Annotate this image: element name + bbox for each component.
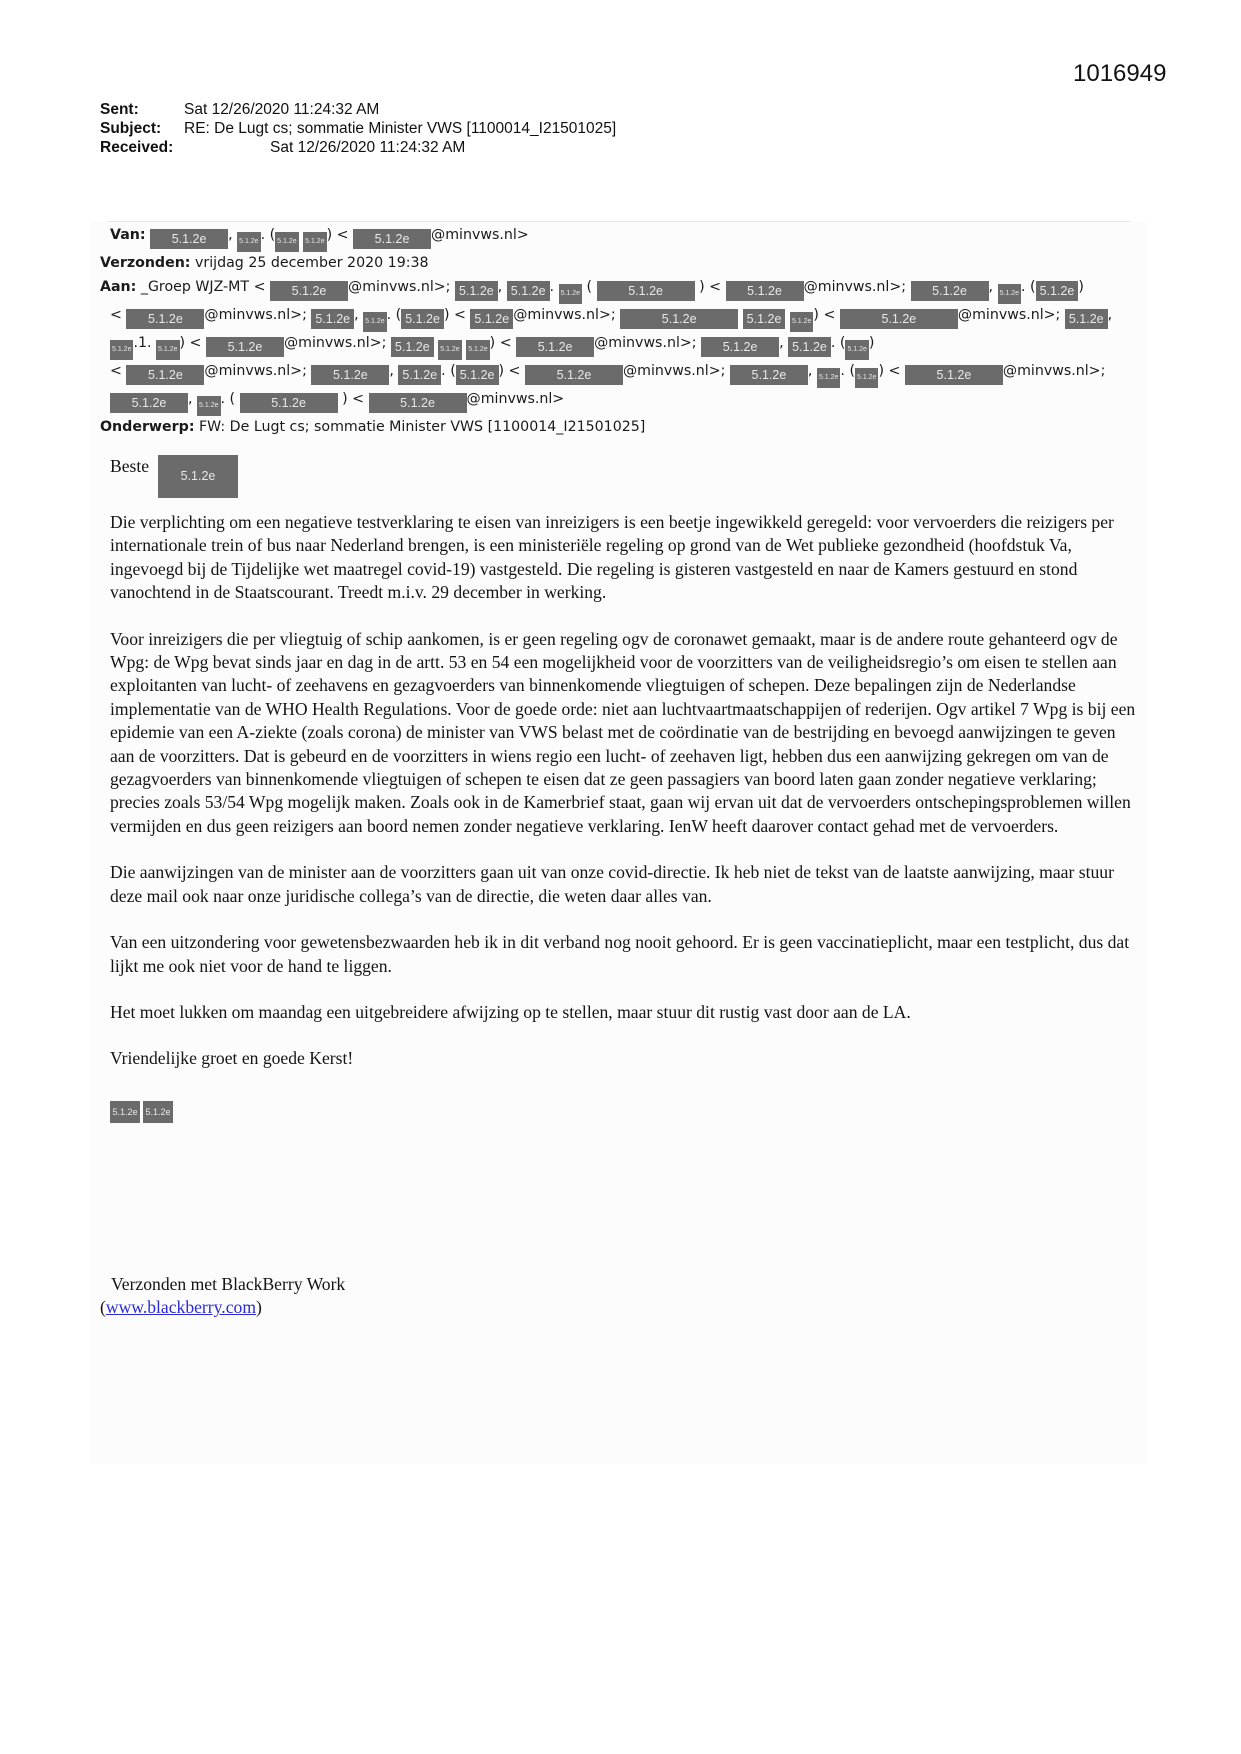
- redaction: 5.1.2e: [275, 232, 298, 252]
- redaction: 5.1.2e: [110, 393, 188, 413]
- redaction: 5.1.2e: [369, 393, 467, 413]
- redaction: 5.1.2e: [391, 337, 434, 357]
- aan-group: _Groep WJZ-MT: [140, 278, 250, 295]
- onderwerp-value: FW: De Lugt cs; sommatie Minister VWS [1100014_I21501025]: [199, 418, 646, 435]
- redaction: 5.1.2e: [470, 309, 513, 329]
- message-body: [110, 455, 1140, 1203]
- subject-value: RE: De Lugt cs; sommatie Minister VWS [1100014_I21501025]: [184, 120, 617, 137]
- redaction: 5.1.2e: [197, 396, 220, 416]
- onderwerp-row: [100, 416, 1140, 440]
- redaction: 5.1.2e: [788, 337, 831, 357]
- redaction: 5.1.2e: [353, 229, 431, 249]
- sent-label: Sent:: [100, 101, 139, 118]
- redaction: 5.1.2e: [156, 340, 179, 360]
- salutation: [110, 455, 1140, 505]
- footer-link-row: (www.blackberry.com): [100, 1297, 262, 1318]
- redaction: 5.1.2e: [559, 284, 582, 304]
- redaction: 5.1.2e: [730, 365, 808, 385]
- salutation-text: Beste: [110, 456, 150, 476]
- redaction: 5.1.2e: [401, 309, 444, 329]
- paragraph: Van een uitzondering voor gewetensbezwaarden heb ik in dit verband nog nooit gehoord. Er is geen vaccinatieplicht, maar een testplicht, dus dat lijkt me ook niet voor de hand te liggen.: [110, 932, 1130, 976]
- subject-row: [100, 119, 616, 138]
- email-domain: @minvws.nl>: [431, 227, 529, 243]
- document-number: 1016949: [1073, 60, 1167, 87]
- redaction: 5.1.2e: [701, 337, 779, 357]
- redaction: 5.1.2e: [438, 340, 461, 360]
- redaction: 5.1.2e: [998, 284, 1021, 304]
- redaction: 5.1.2e: [840, 309, 958, 329]
- redaction: 5.1.2e: [206, 337, 284, 357]
- redaction: 5.1.2e: [456, 365, 499, 385]
- redaction: 5.1.2e: [237, 232, 260, 252]
- redaction: 5.1.2e: [1036, 281, 1079, 301]
- aan-row-2: < 5.1.2e @minvws.nl>; 5.1.2e , 5.1.2e . ( 5.1.2e ) < 5.1.2e @minvws.nl>; 5.1.2e 5.1.2e 5.1.2e ) < 5.1.2e @minvws.nl>; 5.1.2e ,: [100, 304, 1140, 332]
- redaction: 5.1.2e: [743, 309, 786, 329]
- verzonden-row: [100, 252, 1140, 276]
- redaction: 5.1.2e: [905, 365, 1003, 385]
- sent-row: [100, 100, 616, 119]
- aan-row-5: 5.1.2e , 5.1.2e . ( 5.1.2e ) < 5.1.2e @minvws.nl>: [100, 388, 1140, 416]
- verzonden-label: Verzonden:: [100, 255, 191, 271]
- redaction: 5.1.2e: [110, 340, 133, 360]
- redaction: 5.1.2e: [455, 281, 498, 301]
- mail-footer: [100, 1273, 345, 1320]
- sent-with-text: Verzonden met BlackBerry Work: [111, 1274, 346, 1294]
- email-domain: @minvws.nl>: [466, 390, 565, 407]
- redaction: 5.1.2e: [911, 281, 989, 301]
- redaction: 5.1.2e: [790, 312, 813, 332]
- redaction: 5.1.2e: [466, 340, 489, 360]
- aan-row-3: 5.1.2e .1. 5.1.2e ) < 5.1.2e @minvws.nl>; 5.1.2e 5.1.2e 5.1.2e ) < 5.1.2e @minvws.nl>; 5.1.2e , 5.1.2e . ( 5.1.2e ): [100, 332, 1140, 360]
- paragraph: Het moet lukken om maandag een uitgebreidere afwijzing op te stellen, maar stuur dit rustig vast door aan de LA.: [110, 1001, 911, 1022]
- email-meta: [100, 100, 616, 157]
- forwarded-header: [100, 224, 1140, 439]
- redaction: 5.1.2e: [398, 365, 441, 385]
- verzonden-value: vrijdag 25 december 2020 19:38: [195, 255, 429, 271]
- redaction: 5.1.2e: [126, 365, 204, 385]
- aan-row-4: < 5.1.2e @minvws.nl>; 5.1.2e , 5.1.2e . ( 5.1.2e ) < 5.1.2e @minvws.nl>; 5.1.2e , 5.1.2e . ( 5.1.2e ) < 5.1.2e @minvws.nl>;: [100, 360, 1140, 388]
- aan-label: Aan:: [100, 278, 137, 295]
- redaction: 5.1.2e: [150, 229, 228, 249]
- received-label: Received:: [100, 139, 174, 156]
- sent-value: Sat 12/26/2020 11:24:32 AM: [184, 101, 380, 118]
- redaction: 5.1.2e: [597, 281, 695, 301]
- header-divider: [108, 221, 1130, 222]
- redaction: 5.1.2e: [126, 309, 204, 329]
- paragraph: Die verplichting om een negatieve testverklaring te eisen van inreizigers is een beetje ingewikkeld geregeld: voor vervoerders die reizigers per internationale trein of bus naar Nederland brengen, is een ministeriële regeling op grond van de Wet publieke gezondheid (hoofdstuk Va, ingevoegd bij de Tijdelijke wet maatregel covid-19) vastgesteld. Die regeling is gisteren vastgesteld en naar de Kamers gestuurd en stond vanochtend in de Staatscourant. Treedt m.i.v. 29 december in werking.: [110, 512, 1114, 603]
- redaction: 5.1.2e: [516, 337, 594, 357]
- aan-row: Aan: _Groep WJZ-MT < 5.1.2e @minvws.nl>; 5.1.2e , 5.1.2e . 5.1.2e ( 5.1.2e ) < 5.1.2e @minvws.nl>; 5.1.2e , 5.1.2e . ( 5.1.2e ): [100, 276, 1140, 304]
- redaction: 5.1.2e: [817, 368, 840, 388]
- van-label: Van:: [110, 227, 146, 243]
- onderwerp-label: Onderwerp:: [100, 418, 195, 435]
- van-row: Van: 5.1.2e , 5.1.2e . ( 5.1.2e 5.1.2e ) < 5.1.2e @minvws.nl>: [100, 224, 1140, 252]
- closing: Vriendelijke groet en goede Kerst!: [110, 1048, 354, 1069]
- blackberry-link[interactable]: www.blackberry.com: [105, 1297, 256, 1318]
- received-row: [100, 138, 616, 157]
- redaction: 5.1.2e: [110, 1101, 140, 1123]
- redaction: 5.1.2e: [507, 281, 550, 301]
- redaction: 5.1.2e: [158, 455, 238, 498]
- redaction: 5.1.2e: [726, 281, 804, 301]
- received-value: Sat 12/26/2020 11:24:32 AM: [270, 139, 466, 156]
- redaction: 5.1.2e: [270, 281, 348, 301]
- paragraph: Voor inreizigers die per vliegtuig of schip aankomen, is er geen regeling ogv de coronawet gemaakt, maar is de andere route gehanteerd ogv de Wpg: de Wpg bevat sinds jaar en dag in de artt. 53 en 54 een mogelijkheid voor de voorzitters van de veiligheidsregio’s om eisen te stellen aan exploitanten van lucht- of zeehavens en gezagvoerders van binnenkomende vliegtuigen of schepen. Deze bepalingen zijn de Nederlandse implementatie van de WHO Health Regulations. Voor de goede orde: niet aan luchtvaartmaatschappijen of rederijen. Ogv artikel 7 Wpg is bij een epidemie van een A-ziekte (zoals corona) de minister van VWS belast met de coördinatie van de bestrijding en bevoegd aanwijzingen te geven aan de voorzitters. Dat is gebeurd en de voorzitters in wiens regio een lucht- of zeehaven ligt, hebben dus een aanwijzing gekregen om van de gezagvoerders van binnenkomende vliegtuigen of schepen te eisen dat ze geen passagiers van boord laten gaan zonder negatieve verklaring; precies zoals 53/54 Wpg mogelijk maken. Zoals ook in de Kamerbrief staat, gaan wij ervan uit dat de vervoerders ontschepingsproblemen willen vermijden en dus geen reizigers aan boord nemen zonder negatieve verklaring. IenW heeft daarover contact gehad met de vervoerders.: [110, 628, 1136, 836]
- redaction: 5.1.2e: [311, 309, 354, 329]
- paragraph: Die aanwijzingen van de minister aan de voorzitters gaan uit van onze covid-directie. Ik heb niet de tekst van de laatste aanwijzing, maar stuur deze mail ook naar onze juridische collega’s van de directie, die weten daar alles van.: [110, 862, 1114, 906]
- redaction: 5.1.2e: [311, 365, 389, 385]
- redaction: 5.1.2e: [620, 309, 738, 329]
- redaction: 5.1.2e: [143, 1101, 173, 1123]
- subject-label: Subject:: [100, 120, 162, 137]
- redaction: 5.1.2e: [303, 232, 326, 252]
- redaction: 5.1.2e: [845, 340, 868, 360]
- redaction: 5.1.2e: [855, 368, 878, 388]
- redaction: 5.1.2e: [363, 312, 386, 332]
- redaction: 5.1.2e: [240, 393, 338, 413]
- signature: [110, 1094, 1140, 1123]
- redaction: 5.1.2e: [525, 365, 623, 385]
- redaction: 5.1.2e: [1065, 309, 1108, 329]
